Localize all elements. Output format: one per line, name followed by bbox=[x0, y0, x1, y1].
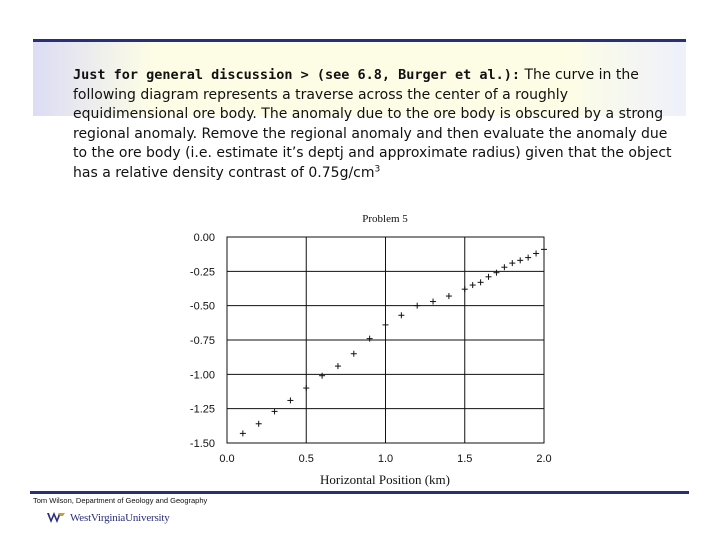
x-tick-label: 1.0 bbox=[377, 453, 394, 465]
wvu-logo bbox=[46, 508, 170, 528]
data-point bbox=[240, 430, 246, 436]
data-point bbox=[486, 274, 492, 280]
data-point bbox=[272, 408, 278, 414]
data-point bbox=[335, 363, 341, 369]
data-point bbox=[525, 255, 531, 261]
data-point bbox=[446, 293, 452, 299]
data-point bbox=[383, 322, 389, 328]
data-point bbox=[287, 397, 293, 403]
data-point bbox=[509, 260, 515, 266]
x-axis-label: Horizontal Position (km) bbox=[320, 472, 450, 487]
data-point bbox=[367, 336, 373, 342]
footer-rule bbox=[30, 491, 689, 494]
chart-tick-labels bbox=[190, 232, 552, 465]
chart-title: Problem 5 bbox=[362, 213, 408, 225]
data-point bbox=[517, 257, 523, 263]
x-tick-label: 1.5 bbox=[457, 453, 473, 465]
y-tick-label: -1.00 bbox=[189, 369, 215, 382]
y-tick-label: -1.25 bbox=[189, 403, 215, 416]
header-rule bbox=[33, 39, 686, 42]
y-tick-label: -1.50 bbox=[189, 438, 215, 450]
problem-5-chart bbox=[170, 205, 570, 490]
chart-data-points bbox=[240, 246, 547, 436]
problem-statement bbox=[73, 66, 673, 184]
wvu-flying-wv-icon bbox=[46, 511, 66, 525]
y-tick-label: 0.00 bbox=[193, 232, 215, 244]
data-point bbox=[462, 286, 468, 292]
data-point bbox=[398, 312, 404, 318]
data-point bbox=[414, 303, 420, 309]
problem-text: The curve in the following diagram represents a traverse across the center of a roughly equidimensional ore body. The anomaly due to the ore body is obscured by a strong regional anomaly. Remove the regional anomaly and then evaluate the anomaly due to the ore body (i.e. estimate it’s deptj and approximate radius) given that the object has a relative density contrast of 0.75g/cm bbox=[73, 67, 672, 181]
footer-credit: Tom Wilson, Department of Geology and Geography bbox=[33, 496, 208, 505]
data-point bbox=[470, 282, 476, 288]
data-point bbox=[533, 250, 539, 256]
data-point bbox=[319, 373, 325, 379]
data-point bbox=[303, 385, 309, 391]
x-tick-label: 0.0 bbox=[219, 453, 235, 465]
data-point bbox=[430, 299, 436, 305]
wvu-logo-text: WestVirginiaUniversity bbox=[70, 512, 170, 524]
data-point bbox=[493, 270, 499, 276]
data-point bbox=[256, 421, 262, 427]
problem-lead: Just for general discussion > (see 6.8, Burger et al.): bbox=[73, 67, 521, 83]
x-tick-label: 0.5 bbox=[298, 453, 314, 465]
y-tick-label: -0.75 bbox=[189, 335, 215, 347]
unit-superscript: 3 bbox=[374, 164, 381, 175]
data-point bbox=[478, 279, 484, 285]
y-tick-label: -0.50 bbox=[189, 300, 215, 313]
data-point bbox=[541, 246, 547, 252]
y-tick-label: -0.25 bbox=[189, 266, 215, 279]
data-point bbox=[351, 351, 357, 357]
x-tick-label: 2.0 bbox=[536, 453, 552, 465]
data-point bbox=[501, 264, 507, 270]
